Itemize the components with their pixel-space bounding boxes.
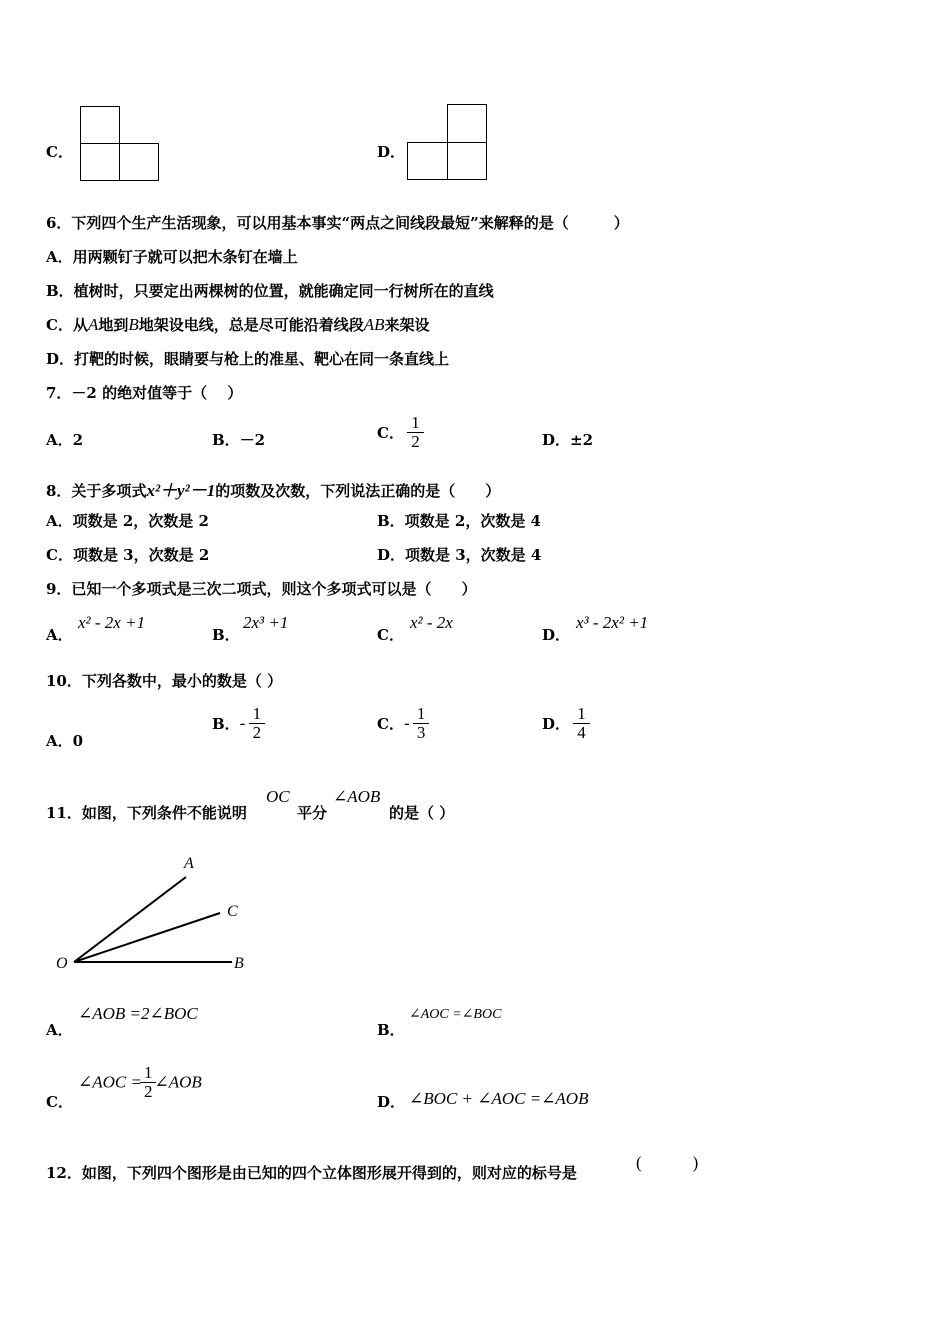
q6-c-pre: C．从: [46, 316, 88, 334]
q8-expression: x²＋y²－1: [146, 481, 216, 500]
q8-option-d: D．项数是 3，次数是 4: [377, 546, 542, 564]
q10-c-fraction: [415, 705, 428, 742]
q10-d-den: 4: [577, 723, 586, 742]
q10-option-c: [377, 705, 427, 742]
q11-aob: ∠AOB: [333, 787, 381, 806]
q8-option-c: C．项数是 3，次数是 2: [46, 546, 210, 564]
q7-c-fraction: [409, 414, 422, 451]
q10-b-den: 2: [252, 723, 262, 742]
q10-d-num: 1: [577, 704, 586, 723]
q10-stem: 10．下列各数中，最小的数是（ ）: [46, 672, 283, 690]
q11-option-a-expr: ∠AOB =2∠BOC: [78, 1004, 198, 1023]
q11-stem-mid: 平分: [297, 804, 328, 822]
q6-option-c: [46, 314, 430, 335]
q6-c-point-b: B: [128, 315, 139, 334]
q9-option-c-expr: x² - 2x: [410, 613, 453, 632]
q8-stem-post: 的项数及次数，下列说法正确的是（ ）: [215, 482, 501, 500]
q5-option-c-figure: [80, 106, 162, 184]
q10-b-fraction: [251, 705, 264, 742]
q6-option-b: B．植树时，只要定出两棵树的位置，就能确定同一行树所在的直线: [46, 282, 494, 300]
q6-stem: 6．下列四个生产生活现象，可以用基本事实“两点之间线段最短”来解释的是（ ）: [46, 214, 629, 232]
q9-option-c-label: C．: [377, 626, 404, 644]
label-c: C: [227, 903, 238, 920]
q11-option-c-expr: [78, 1064, 202, 1101]
q10-d-label: D．: [542, 715, 571, 733]
q11-c-fraction: [142, 1064, 155, 1101]
q7-c-label: C．: [377, 424, 404, 442]
q6-c-mid2: 地架设电线，总是尽可能沿着线段: [138, 316, 364, 334]
q7-option-d: D．±2: [542, 431, 594, 449]
q7-stem: 7．－2 的绝对值等于（ ）: [46, 384, 243, 402]
q11-stem-pre: 11．如图，下列条件不能说明: [46, 804, 247, 822]
q9-stem: 9．已知一个多项式是三次二项式，则这个多项式可以是（ ）: [46, 580, 477, 598]
q11-c-den: 2: [143, 1082, 153, 1101]
q11-option-c-label: C．: [46, 1093, 73, 1111]
q5-option-c-label: C．: [46, 143, 73, 161]
q7-c-num: 1: [411, 413, 420, 432]
q11-c-num: 1: [143, 1063, 153, 1082]
q10-c-den: 3: [416, 723, 426, 742]
q11-angle-figure: [50, 850, 260, 980]
q6-c-post: 来架设: [384, 316, 430, 334]
q8-option-a: A．项数是 2，次数是 2: [46, 512, 209, 530]
q12-answer-paren: ( ): [636, 1153, 699, 1172]
q9-option-d-label: D．: [542, 626, 571, 644]
q10-d-fraction: [575, 705, 588, 742]
q11-option-b-label: B．: [377, 1021, 405, 1039]
q8-option-b: B．项数是 2，次数是 4: [377, 512, 541, 530]
q10-b-sign: -: [239, 713, 246, 733]
q7-option-b: B．－2: [212, 431, 266, 449]
q10-option-b: [212, 705, 263, 742]
q7-c-den: 2: [411, 432, 420, 451]
q10-option-a: A．0: [46, 732, 84, 750]
q5-option-d-figure: [407, 104, 489, 182]
ray-oc: [74, 913, 220, 962]
q8-stem: [46, 476, 500, 501]
q10-b-num: 1: [252, 704, 262, 723]
q11-c-post: ∠AOB: [154, 1072, 202, 1092]
q9-option-b-label: B．: [212, 626, 240, 644]
ray-oa: [74, 877, 186, 962]
q11-oc: OC: [266, 787, 290, 806]
q5-option-d-label: D．: [377, 143, 406, 161]
q11-option-b-expr: ∠AOC =∠BOC: [409, 1007, 502, 1022]
q9-option-d-expr: x³ - 2x² +1: [576, 613, 649, 632]
q8-stem-pre: 8．关于多项式: [46, 482, 147, 500]
q10-b-label: B．: [212, 715, 240, 733]
q11-stem-post: 的是（ ）: [389, 804, 455, 822]
q10-c-sign: -: [403, 713, 410, 733]
q7-option-c: [377, 414, 422, 451]
q10-c-num: 1: [416, 704, 426, 723]
q9-option-b-expr: 2x³ +1: [243, 613, 289, 632]
q12-stem: 12．如图，下列四个图形是由已知的四个立体图形展开得到的，则对应的标号是: [46, 1164, 577, 1182]
q11-option-d-expr: ∠BOC + ∠AOC =∠AOB: [409, 1089, 589, 1108]
q11-c-pre: ∠AOC =: [78, 1072, 142, 1092]
q6-option-a: A．用两颗钉子就可以把木条钉在墙上: [46, 248, 298, 266]
q10-c-label: C．: [377, 715, 404, 733]
q6-c-segment-ab: AB: [363, 315, 385, 334]
q6-option-d: D．打靶的时候，眼睛要与枪上的准星、靶心在同一条直线上: [46, 350, 450, 368]
label-o: O: [56, 955, 68, 972]
label-b: B: [234, 955, 244, 972]
q6-c-mid1: 地到: [98, 316, 129, 334]
label-a: A: [184, 855, 194, 872]
q10-option-d: [542, 705, 588, 742]
q7-option-a: A．2: [46, 431, 84, 449]
q6-c-point-a: A: [87, 315, 99, 334]
q11-option-d-label: D．: [377, 1093, 406, 1111]
q9-option-a-label: A．: [46, 626, 73, 644]
q9-option-a-expr: x² - 2x +1: [78, 613, 146, 632]
q11-option-a-label: A．: [46, 1021, 73, 1039]
